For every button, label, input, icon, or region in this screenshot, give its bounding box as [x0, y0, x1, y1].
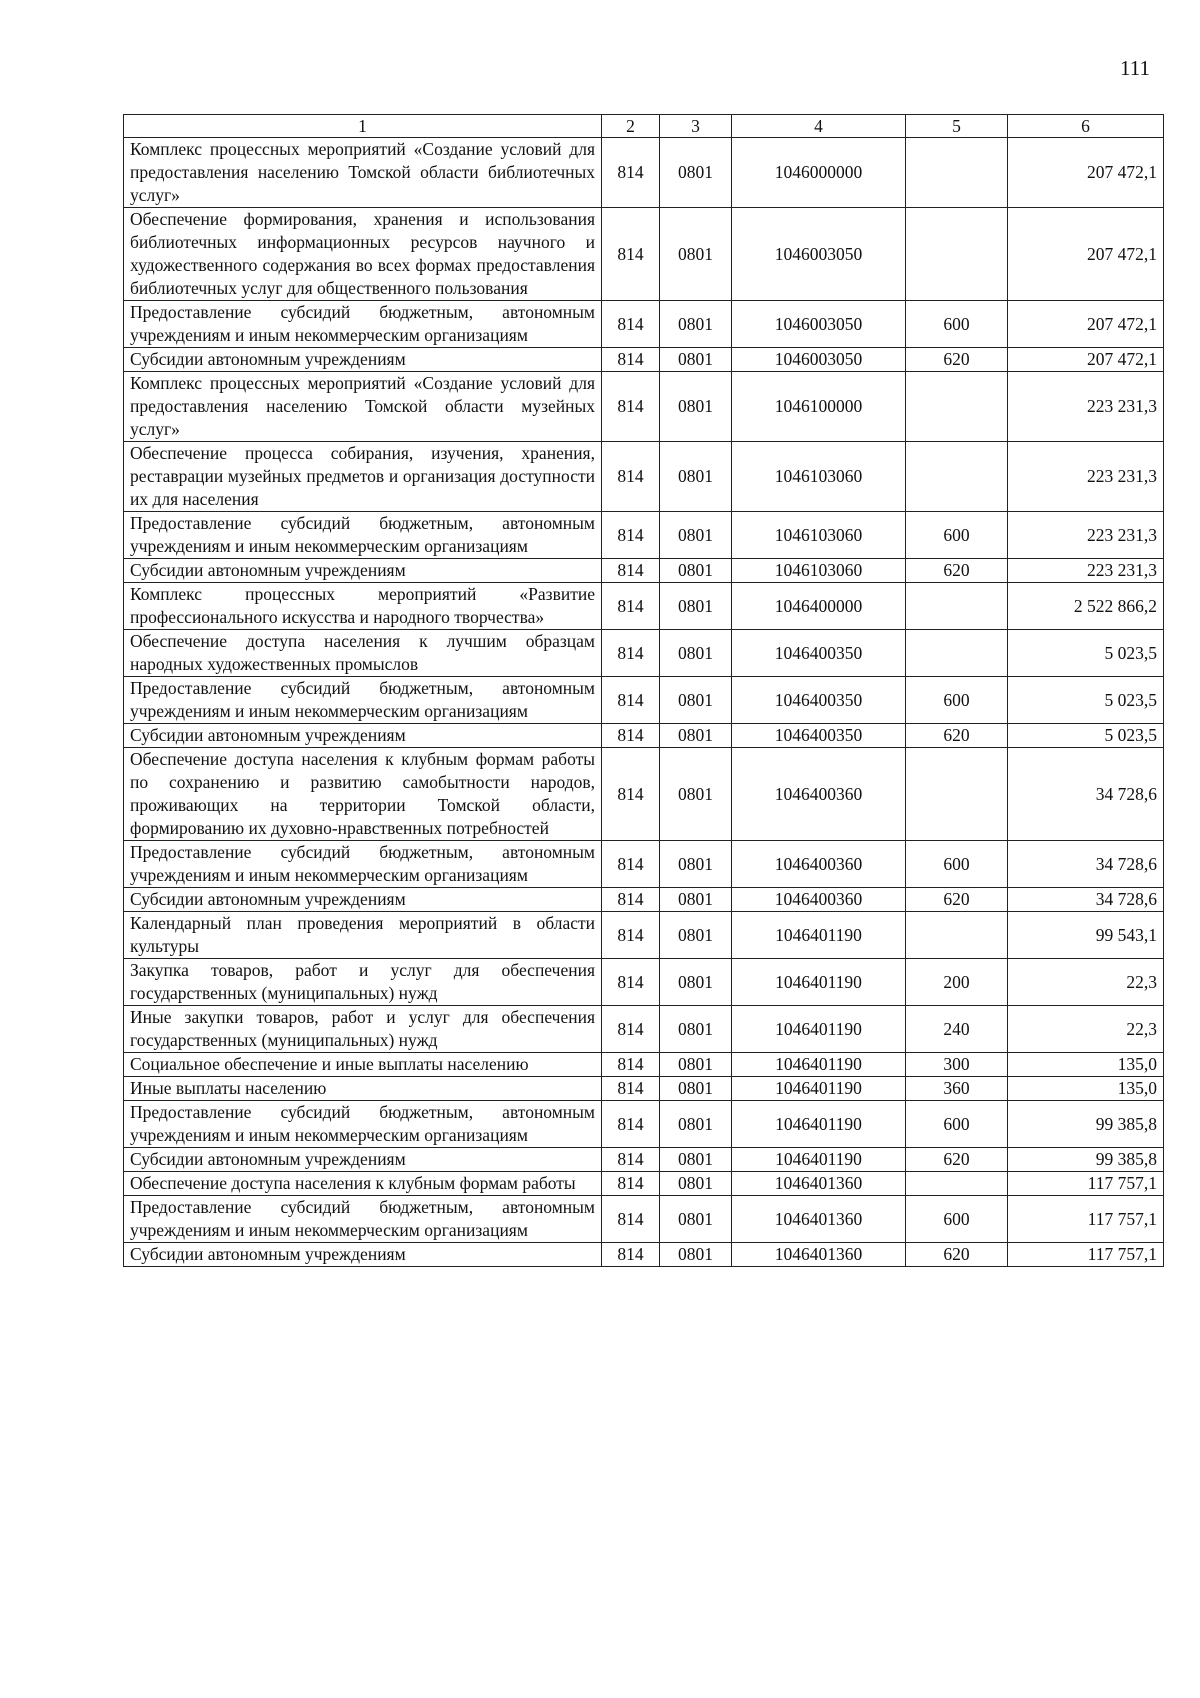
table-row [124, 959, 1164, 1006]
column-header-1: 1 [124, 115, 602, 138]
cell-gr-code: 814 [602, 841, 660, 888]
cell-amount: 5 023,5 [1008, 677, 1164, 724]
cell-amount: 22,3 [1008, 1006, 1164, 1053]
cell-name: Субсидии автономным учреждениям [124, 724, 602, 748]
cell-section-code: 0801 [660, 1006, 732, 1053]
cell-amount: 223 231,3 [1008, 372, 1164, 442]
cell-target-article: 1046401360 [732, 1172, 906, 1196]
cell-name: Обеспечение доступа населения к клубным формам работы [124, 1172, 602, 1196]
cell-amount: 2 522 866,2 [1008, 583, 1164, 630]
cell-target-article: 1046401360 [732, 1243, 906, 1267]
cell-section-code: 0801 [660, 512, 732, 559]
cell-target-article: 1046401190 [732, 1101, 906, 1148]
cell-section-code: 0801 [660, 559, 732, 583]
cell-target-article: 1046400350 [732, 630, 906, 677]
cell-target-article: 1046400350 [732, 677, 906, 724]
cell-gr-code: 814 [602, 301, 660, 348]
table-row [124, 442, 1164, 512]
cell-gr-code: 814 [602, 1053, 660, 1077]
cell-section-code: 0801 [660, 888, 732, 912]
cell-expense-type: 600 [906, 512, 1008, 559]
cell-expense-type [906, 630, 1008, 677]
table-row [124, 1006, 1164, 1053]
table-row [124, 1101, 1164, 1148]
cell-amount: 117 757,1 [1008, 1172, 1164, 1196]
cell-target-article: 1046401190 [732, 1006, 906, 1053]
cell-gr-code: 814 [602, 512, 660, 559]
table-row [124, 372, 1164, 442]
cell-expense-type [906, 208, 1008, 301]
table-row [124, 1196, 1164, 1243]
cell-amount: 99 385,8 [1008, 1148, 1164, 1172]
cell-expense-type: 620 [906, 888, 1008, 912]
cell-amount: 5 023,5 [1008, 724, 1164, 748]
table-row [124, 677, 1164, 724]
cell-amount: 207 472,1 [1008, 301, 1164, 348]
cell-gr-code: 814 [602, 583, 660, 630]
cell-gr-code: 814 [602, 1172, 660, 1196]
cell-section-code: 0801 [660, 372, 732, 442]
cell-amount: 5 023,5 [1008, 630, 1164, 677]
cell-name: Комплекс процессных мероприятий «Создание условий для предоставления населению Томской области музейных услуг» [124, 372, 602, 442]
table-row [124, 1243, 1164, 1267]
table-body [124, 138, 1164, 1267]
cell-expense-type [906, 138, 1008, 208]
cell-target-article: 1046003050 [732, 208, 906, 301]
cell-name: Субсидии автономным учреждениям [124, 348, 602, 372]
cell-amount: 117 757,1 [1008, 1243, 1164, 1267]
cell-amount: 34 728,6 [1008, 748, 1164, 841]
cell-gr-code: 814 [602, 372, 660, 442]
cell-target-article: 1046000000 [732, 138, 906, 208]
cell-expense-type: 600 [906, 1196, 1008, 1243]
cell-gr-code: 814 [602, 1196, 660, 1243]
cell-expense-type: 360 [906, 1077, 1008, 1101]
cell-gr-code: 814 [602, 1243, 660, 1267]
cell-section-code: 0801 [660, 748, 732, 841]
table-row [124, 841, 1164, 888]
cell-expense-type: 600 [906, 677, 1008, 724]
cell-expense-type: 200 [906, 959, 1008, 1006]
cell-target-article: 1046401360 [732, 1196, 906, 1243]
cell-gr-code: 814 [602, 888, 660, 912]
table-row [124, 748, 1164, 841]
cell-gr-code: 814 [602, 630, 660, 677]
cell-target-article: 1046400360 [732, 841, 906, 888]
table-row [124, 301, 1164, 348]
cell-gr-code: 814 [602, 677, 660, 724]
cell-section-code: 0801 [660, 724, 732, 748]
table-row [124, 1077, 1164, 1101]
table-row [124, 208, 1164, 301]
cell-section-code: 0801 [660, 583, 732, 630]
cell-name: Комплекс процессных мероприятий «Создание условий для предоставления населению Томской области библиотечных услуг» [124, 138, 602, 208]
cell-name: Закупка товаров, работ и услуг для обеспечения государственных (муниципальных) нужд [124, 959, 602, 1006]
cell-gr-code: 814 [602, 559, 660, 583]
cell-gr-code: 814 [602, 1077, 660, 1101]
cell-section-code: 0801 [660, 138, 732, 208]
cell-section-code: 0801 [660, 442, 732, 512]
cell-name: Субсидии автономным учреждениям [124, 1243, 602, 1267]
table-row [124, 912, 1164, 959]
cell-expense-type: 300 [906, 1053, 1008, 1077]
cell-target-article: 1046400360 [732, 748, 906, 841]
cell-expense-type [906, 442, 1008, 512]
cell-expense-type: 620 [906, 1243, 1008, 1267]
cell-expense-type: 620 [906, 559, 1008, 583]
cell-expense-type [906, 748, 1008, 841]
cell-name: Иные закупки товаров, работ и услуг для обеспечения государственных (муниципальных) нужд [124, 1006, 602, 1053]
cell-name: Комплекс процессных мероприятий «Развитие профессионального искусства и народного творчества» [124, 583, 602, 630]
cell-expense-type [906, 1172, 1008, 1196]
cell-amount: 207 472,1 [1008, 138, 1164, 208]
cell-gr-code: 814 [602, 442, 660, 512]
cell-amount: 207 472,1 [1008, 348, 1164, 372]
cell-name: Социальное обеспечение и иные выплаты населению [124, 1053, 602, 1077]
cell-amount: 34 728,6 [1008, 841, 1164, 888]
cell-expense-type: 600 [906, 301, 1008, 348]
table-row [124, 348, 1164, 372]
cell-name: Предоставление субсидий бюджетным, автономным учреждениям и иным некоммерческим организациям [124, 512, 602, 559]
cell-gr-code: 814 [602, 208, 660, 301]
cell-name: Субсидии автономным учреждениям [124, 888, 602, 912]
table-row [124, 512, 1164, 559]
cell-name: Обеспечение доступа населения к лучшим образцам народных художественных промыслов [124, 630, 602, 677]
cell-name: Предоставление субсидий бюджетным, автономным учреждениям и иным некоммерческим организациям [124, 677, 602, 724]
cell-section-code: 0801 [660, 1172, 732, 1196]
cell-expense-type: 240 [906, 1006, 1008, 1053]
table-row [124, 559, 1164, 583]
cell-expense-type [906, 372, 1008, 442]
cell-section-code: 0801 [660, 1053, 732, 1077]
cell-expense-type: 620 [906, 724, 1008, 748]
cell-name: Предоставление субсидий бюджетным, автономным учреждениям и иным некоммерческим организациям [124, 841, 602, 888]
cell-amount: 99 543,1 [1008, 912, 1164, 959]
cell-amount: 207 472,1 [1008, 208, 1164, 301]
table-row [124, 888, 1164, 912]
cell-amount: 223 231,3 [1008, 442, 1164, 512]
cell-amount: 223 231,3 [1008, 512, 1164, 559]
cell-expense-type: 620 [906, 1148, 1008, 1172]
cell-expense-type: 600 [906, 841, 1008, 888]
cell-name: Обеспечение доступа населения к клубным формам работы по сохранению и развитию самобытности народов, проживающих на территории Томской области, формированию их духовно-нравственных потребностей [124, 748, 602, 841]
cell-target-article: 1046400000 [732, 583, 906, 630]
cell-target-article: 1046100000 [732, 372, 906, 442]
page-number: 111 [1120, 56, 1150, 80]
cell-amount: 135,0 [1008, 1077, 1164, 1101]
cell-amount: 34 728,6 [1008, 888, 1164, 912]
cell-section-code: 0801 [660, 1148, 732, 1172]
cell-section-code: 0801 [660, 677, 732, 724]
cell-expense-type [906, 583, 1008, 630]
cell-amount: 22,3 [1008, 959, 1164, 1006]
cell-name: Обеспечение процесса собирания, изучения, хранения, реставрации музейных предметов и организация доступности их для населения [124, 442, 602, 512]
cell-gr-code: 814 [602, 138, 660, 208]
cell-target-article: 1046103060 [732, 442, 906, 512]
cell-name: Обеспечение формирования, хранения и использования библиотечных информационных ресурсов научного и художественного содержания во всех формах предоставления библиотечных услуг для общественного пользования [124, 208, 602, 301]
cell-amount: 117 757,1 [1008, 1196, 1164, 1243]
header-row [124, 115, 1164, 138]
cell-section-code: 0801 [660, 1196, 732, 1243]
cell-section-code: 0801 [660, 1101, 732, 1148]
cell-expense-type: 600 [906, 1101, 1008, 1148]
table-row [124, 583, 1164, 630]
table-row [124, 724, 1164, 748]
cell-gr-code: 814 [602, 912, 660, 959]
table-row [124, 1172, 1164, 1196]
cell-amount: 223 231,3 [1008, 559, 1164, 583]
cell-target-article: 1046400350 [732, 724, 906, 748]
cell-name: Субсидии автономным учреждениям [124, 559, 602, 583]
cell-gr-code: 814 [602, 348, 660, 372]
cell-target-article: 1046401190 [732, 1077, 906, 1101]
cell-target-article: 1046103060 [732, 512, 906, 559]
cell-name: Предоставление субсидий бюджетным, автономным учреждениям и иным некоммерческим организациям [124, 301, 602, 348]
cell-target-article: 1046401190 [732, 1148, 906, 1172]
cell-name: Календарный план проведения мероприятий в области культуры [124, 912, 602, 959]
column-header-5: 5 [906, 115, 1008, 138]
cell-name: Предоставление субсидий бюджетным, автономным учреждениям и иным некоммерческим организациям [124, 1101, 602, 1148]
cell-name: Иные выплаты населению [124, 1077, 602, 1101]
cell-section-code: 0801 [660, 630, 732, 677]
table-row [124, 1148, 1164, 1172]
cell-section-code: 0801 [660, 1077, 732, 1101]
cell-gr-code: 814 [602, 1148, 660, 1172]
cell-section-code: 0801 [660, 301, 732, 348]
cell-target-article: 1046401190 [732, 912, 906, 959]
cell-gr-code: 814 [602, 748, 660, 841]
cell-section-code: 0801 [660, 912, 732, 959]
cell-section-code: 0801 [660, 959, 732, 1006]
cell-section-code: 0801 [660, 841, 732, 888]
cell-expense-type [906, 912, 1008, 959]
cell-section-code: 0801 [660, 1243, 732, 1267]
cell-gr-code: 814 [602, 959, 660, 1006]
cell-name: Субсидии автономным учреждениям [124, 1148, 602, 1172]
cell-gr-code: 814 [602, 724, 660, 748]
cell-gr-code: 814 [602, 1006, 660, 1053]
table-row [124, 630, 1164, 677]
cell-name: Предоставление субсидий бюджетным, автономным учреждениям и иным некоммерческим организациям [124, 1196, 602, 1243]
cell-section-code: 0801 [660, 348, 732, 372]
table-row [124, 1053, 1164, 1077]
cell-target-article: 1046401190 [732, 1053, 906, 1077]
cell-target-article: 1046401190 [732, 959, 906, 1006]
cell-section-code: 0801 [660, 208, 732, 301]
column-header-6: 6 [1008, 115, 1164, 138]
column-header-2: 2 [602, 115, 660, 138]
cell-amount: 99 385,8 [1008, 1101, 1164, 1148]
column-header-4: 4 [732, 115, 906, 138]
cell-expense-type: 620 [906, 348, 1008, 372]
column-header-3: 3 [660, 115, 732, 138]
cell-target-article: 1046003050 [732, 348, 906, 372]
cell-amount: 135,0 [1008, 1053, 1164, 1077]
cell-target-article: 1046103060 [732, 559, 906, 583]
cell-gr-code: 814 [602, 1101, 660, 1148]
table-row [124, 138, 1164, 208]
budget-table [123, 114, 1164, 1267]
cell-target-article: 1046400360 [732, 888, 906, 912]
cell-target-article: 1046003050 [732, 301, 906, 348]
